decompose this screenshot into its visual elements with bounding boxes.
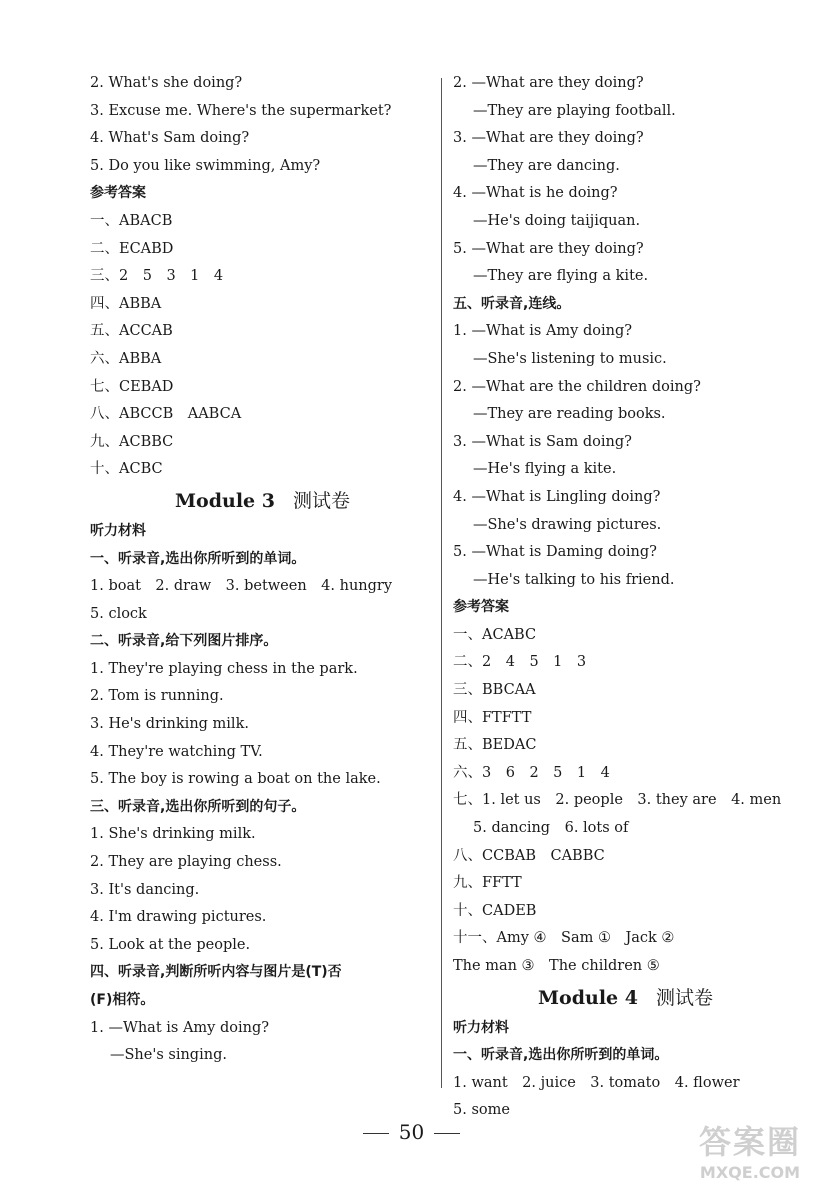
text-line: 一、ACABC (453, 626, 537, 643)
text-line: —They are reading books. (473, 406, 666, 423)
text-line: 八、ABCCB AABCA (90, 406, 242, 423)
section-label: 听力材料 (90, 522, 146, 539)
text-line: 3. He's drinking milk. (90, 716, 249, 733)
text-line: 二、2 4 5 1 3 (453, 654, 587, 671)
text-line: 四、FTFTT (453, 709, 532, 726)
text-line: —He's flying a kite. (473, 461, 617, 478)
text-line: 2. —What are the children doing? (453, 378, 701, 395)
watermark-logo-url: MXQE.COM (699, 1163, 801, 1182)
text-line: 5. Do you like swimming, Amy? (90, 157, 321, 174)
text-line: 九、FFTT (453, 875, 522, 892)
text-line: 1. —What is Amy doing? (90, 1019, 270, 1036)
section-heading (90, 484, 435, 518)
text-line: 3. It's dancing. (90, 881, 200, 898)
column-divider (441, 78, 442, 1088)
text-line: 十一、Amy ④ Sam ① Jack ② (453, 930, 675, 947)
section-label: 参考答案 (90, 185, 146, 202)
text-line: 5. —What are they doing? (453, 240, 644, 257)
text-line: 2. —What are they doing? (453, 75, 644, 91)
text-line: 2. What's she doing? (90, 75, 243, 91)
text-line: —They are flying a kite. (473, 268, 649, 285)
section-heading-label: 测试卷 (655, 986, 713, 1009)
section-label: 一、听录音,选出你所听到的单词。 (90, 550, 306, 567)
text-line: —They are playing football. (473, 102, 676, 119)
text-line: 二、ECABD (90, 240, 174, 257)
text-line: 七、1. let us 2. people 3. they are 4. men (453, 792, 782, 809)
right-column (453, 70, 798, 1125)
text-line: 1. want 2. juice 3. tomato 4. flower (453, 1074, 740, 1091)
section-heading-label: 测试卷 (292, 489, 350, 512)
text-line: 5. —What is Daming doing? (453, 544, 657, 561)
text-line: 1. boat 2. draw 3. between 4. hungry (90, 578, 393, 595)
text-line: 七、CEBAD (90, 378, 174, 395)
text-line: 1. —What is Amy doing? (453, 323, 633, 340)
text-line: —She's listening to music. (473, 350, 667, 367)
section-label: 听力材料 (453, 1019, 509, 1036)
text-line: 六、ABBA (90, 350, 162, 367)
text-line: 5. clock (90, 605, 147, 622)
text-line: —They are dancing. (473, 157, 620, 174)
text-line: 4. —What is Lingling doing? (453, 488, 661, 505)
text-line: 3. Excuse me. Where's the supermarket? (90, 102, 392, 119)
text-line: 三、2 5 3 1 4 (90, 268, 224, 285)
text-line: 3. —What are they doing? (453, 130, 644, 147)
text-line: 4. —What is he doing? (453, 185, 618, 202)
text-line: 5. Look at the people. (90, 936, 251, 953)
text-line: 四、ABBA (90, 295, 162, 312)
text-line: 九、ACBBC (90, 433, 174, 450)
text-line: 4. I'm drawing pictures. (90, 909, 267, 926)
text-line: 5. dancing 6. lots of (473, 820, 629, 837)
text-line: 2. Tom is running. (90, 688, 224, 705)
page-number-value: 50 (398, 1120, 425, 1144)
text-line: 六、3 6 2 5 1 4 (453, 764, 610, 781)
page-number-dash-right (434, 1133, 460, 1134)
text-line: 八、CCBAB CABBC (453, 847, 605, 864)
section-label: 三、听录音,选出你所听到的句子。 (90, 798, 306, 815)
section-heading-module: Module 4 (538, 986, 638, 1009)
text-line: —She's singing. (110, 1047, 227, 1064)
text-line: 1. She's drinking milk. (90, 826, 256, 843)
text-line: 五、ACCAB (90, 323, 173, 340)
text-line: 5. some (453, 1102, 510, 1119)
text-line: 五、BEDAC (453, 737, 537, 754)
text-line: 4. They're watching TV. (90, 743, 263, 760)
text-line: 2. They are playing chess. (90, 854, 282, 871)
section-label: 五、听录音,连线。 (453, 295, 571, 312)
text-line: 5. The boy is rowing a boat on the lake. (90, 771, 381, 788)
text-line: 三、BBCAA (453, 682, 536, 699)
section-label: 参考答案 (453, 599, 509, 616)
text-line: 十、CADEB (453, 902, 537, 919)
text-line: The man ③ The children ⑤ (453, 958, 660, 974)
left-column (90, 70, 435, 1070)
section-label: (F)相符。 (90, 992, 155, 1008)
text-line: 4. What's Sam doing? (90, 130, 250, 147)
section-label: 二、听录音,给下列图片排序。 (90, 633, 278, 650)
text-line: —He's doing taijiquan. (473, 212, 641, 229)
section-label: 四、听录音,判断所听内容与图片是(T)否 (90, 964, 342, 981)
text-line: —He's talking to his friend. (473, 571, 675, 588)
text-line: —She's drawing pictures. (473, 516, 662, 533)
watermark-logo (691, 1122, 809, 1192)
text-line: 1. They're playing chess in the park. (90, 660, 358, 677)
text-line: 3. —What is Sam doing? (453, 433, 632, 450)
section-heading (453, 981, 798, 1015)
section-heading-module: Module 3 (175, 489, 275, 512)
page-number-dash-left (363, 1133, 389, 1134)
section-label: 一、听录音,选出你所听到的单词。 (453, 1047, 669, 1064)
text-line: 一、ABACB (90, 212, 173, 229)
watermark-logo-text: 答案圈 (698, 1123, 801, 1161)
text-line: 十、ACBC (90, 461, 163, 478)
